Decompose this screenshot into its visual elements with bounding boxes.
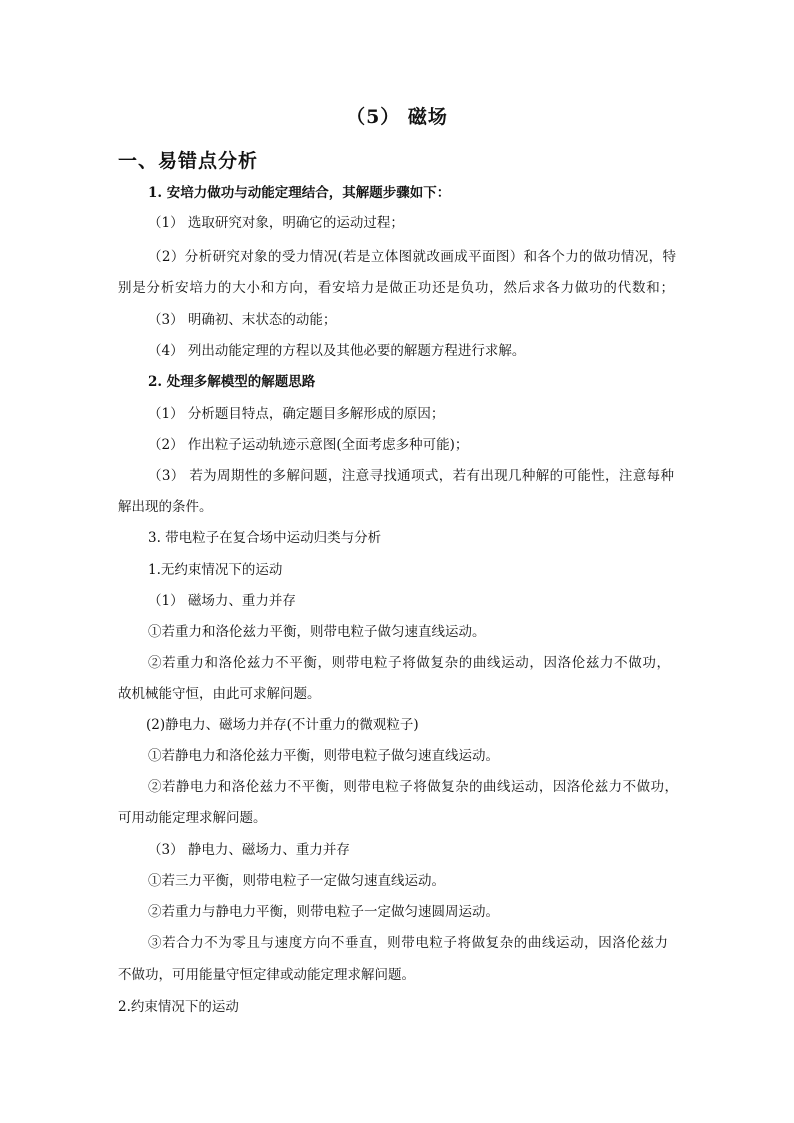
- text-line: ②若重力与静电力平衡，则带电粒子一定做匀速圆周运动。: [148, 904, 499, 920]
- text-line: （3） 若为周期性的多解问题，注意寻找通项式，若有出现几种解的可能性，注意每种: [148, 468, 674, 484]
- text-line: （3） 明确初、末状态的动能；: [148, 312, 337, 328]
- text-line: ①若三力平衡，则带电粒子一定做匀速直线运动。: [148, 873, 445, 889]
- text-line: ①若重力和洛伦兹力平衡，则带电粒子做匀速直线运动。: [148, 624, 486, 640]
- text-line: 别是分析安培力的大小和方向，看安培力是做正功还是负功，然后求各力做功的代数和；: [118, 280, 674, 296]
- text-line: （3） 静电力、磁场力、重力并存: [148, 842, 350, 858]
- text-line: 不做功，可用能量守恒定律或动能定理求解问题。: [118, 967, 415, 983]
- text-line: （4） 列出动能定理的方程以及其他必要的解题方程进行求解。: [148, 343, 526, 359]
- text-line: （1） 分析题目特点，确定题目多解形成的原因；: [148, 406, 445, 422]
- text-line: 1. 安培力做功与动能定理结合，其解题步骤如下：: [148, 185, 451, 201]
- text-line: 可用动能定理求解问题。: [118, 810, 267, 826]
- text-line: ②若静电力和洛伦兹力不平衡，则带电粒子将做复杂的曲线运动，因洛伦兹力不做功，: [148, 779, 678, 795]
- page-title: （5） 磁场: [346, 106, 448, 128]
- text-line: 故机械能守恒，由此可求解问题。: [118, 686, 321, 702]
- text-line: （2） 作出粒子运动轨迹示意图(全面考虑多种可能)；: [148, 437, 469, 453]
- text-line: 解出现的条件。: [118, 499, 213, 515]
- text-line: ③若合力不为零且与速度方向不垂直，则带电粒子将做复杂的曲线运动，因洛伦兹力: [148, 935, 668, 951]
- text-line: 2. 处理多解模型的解题思路: [148, 374, 316, 390]
- text-line: ①若静电力和洛伦兹力平衡，则带电粒子做匀速直线运动。: [148, 748, 499, 764]
- text-line: ②若重力和洛伦兹力不平衡，则带电粒子将做复杂的曲线运动，因洛伦兹力不做功，: [148, 655, 670, 671]
- text-line: （1） 选取研究对象，明确它的运动过程；: [148, 215, 404, 231]
- text-line: （2）分析研究对象的受力情况(若是立体图就改画成平面图）和各个力的做功情况，特: [148, 249, 676, 265]
- text-line: 1.无约束情况下的运动: [148, 562, 283, 578]
- text-line: 3. 带电粒子在复合场中运动归类与分析: [148, 530, 382, 546]
- text-line: 2.约束情况下的运动: [118, 999, 239, 1015]
- text-line: （1） 磁场力、重力并存: [148, 593, 296, 609]
- text-line: (2)静电力、磁场力并存(不计重力的微观粒子): [146, 717, 419, 733]
- section-heading: 一、易错点分析: [118, 150, 259, 172]
